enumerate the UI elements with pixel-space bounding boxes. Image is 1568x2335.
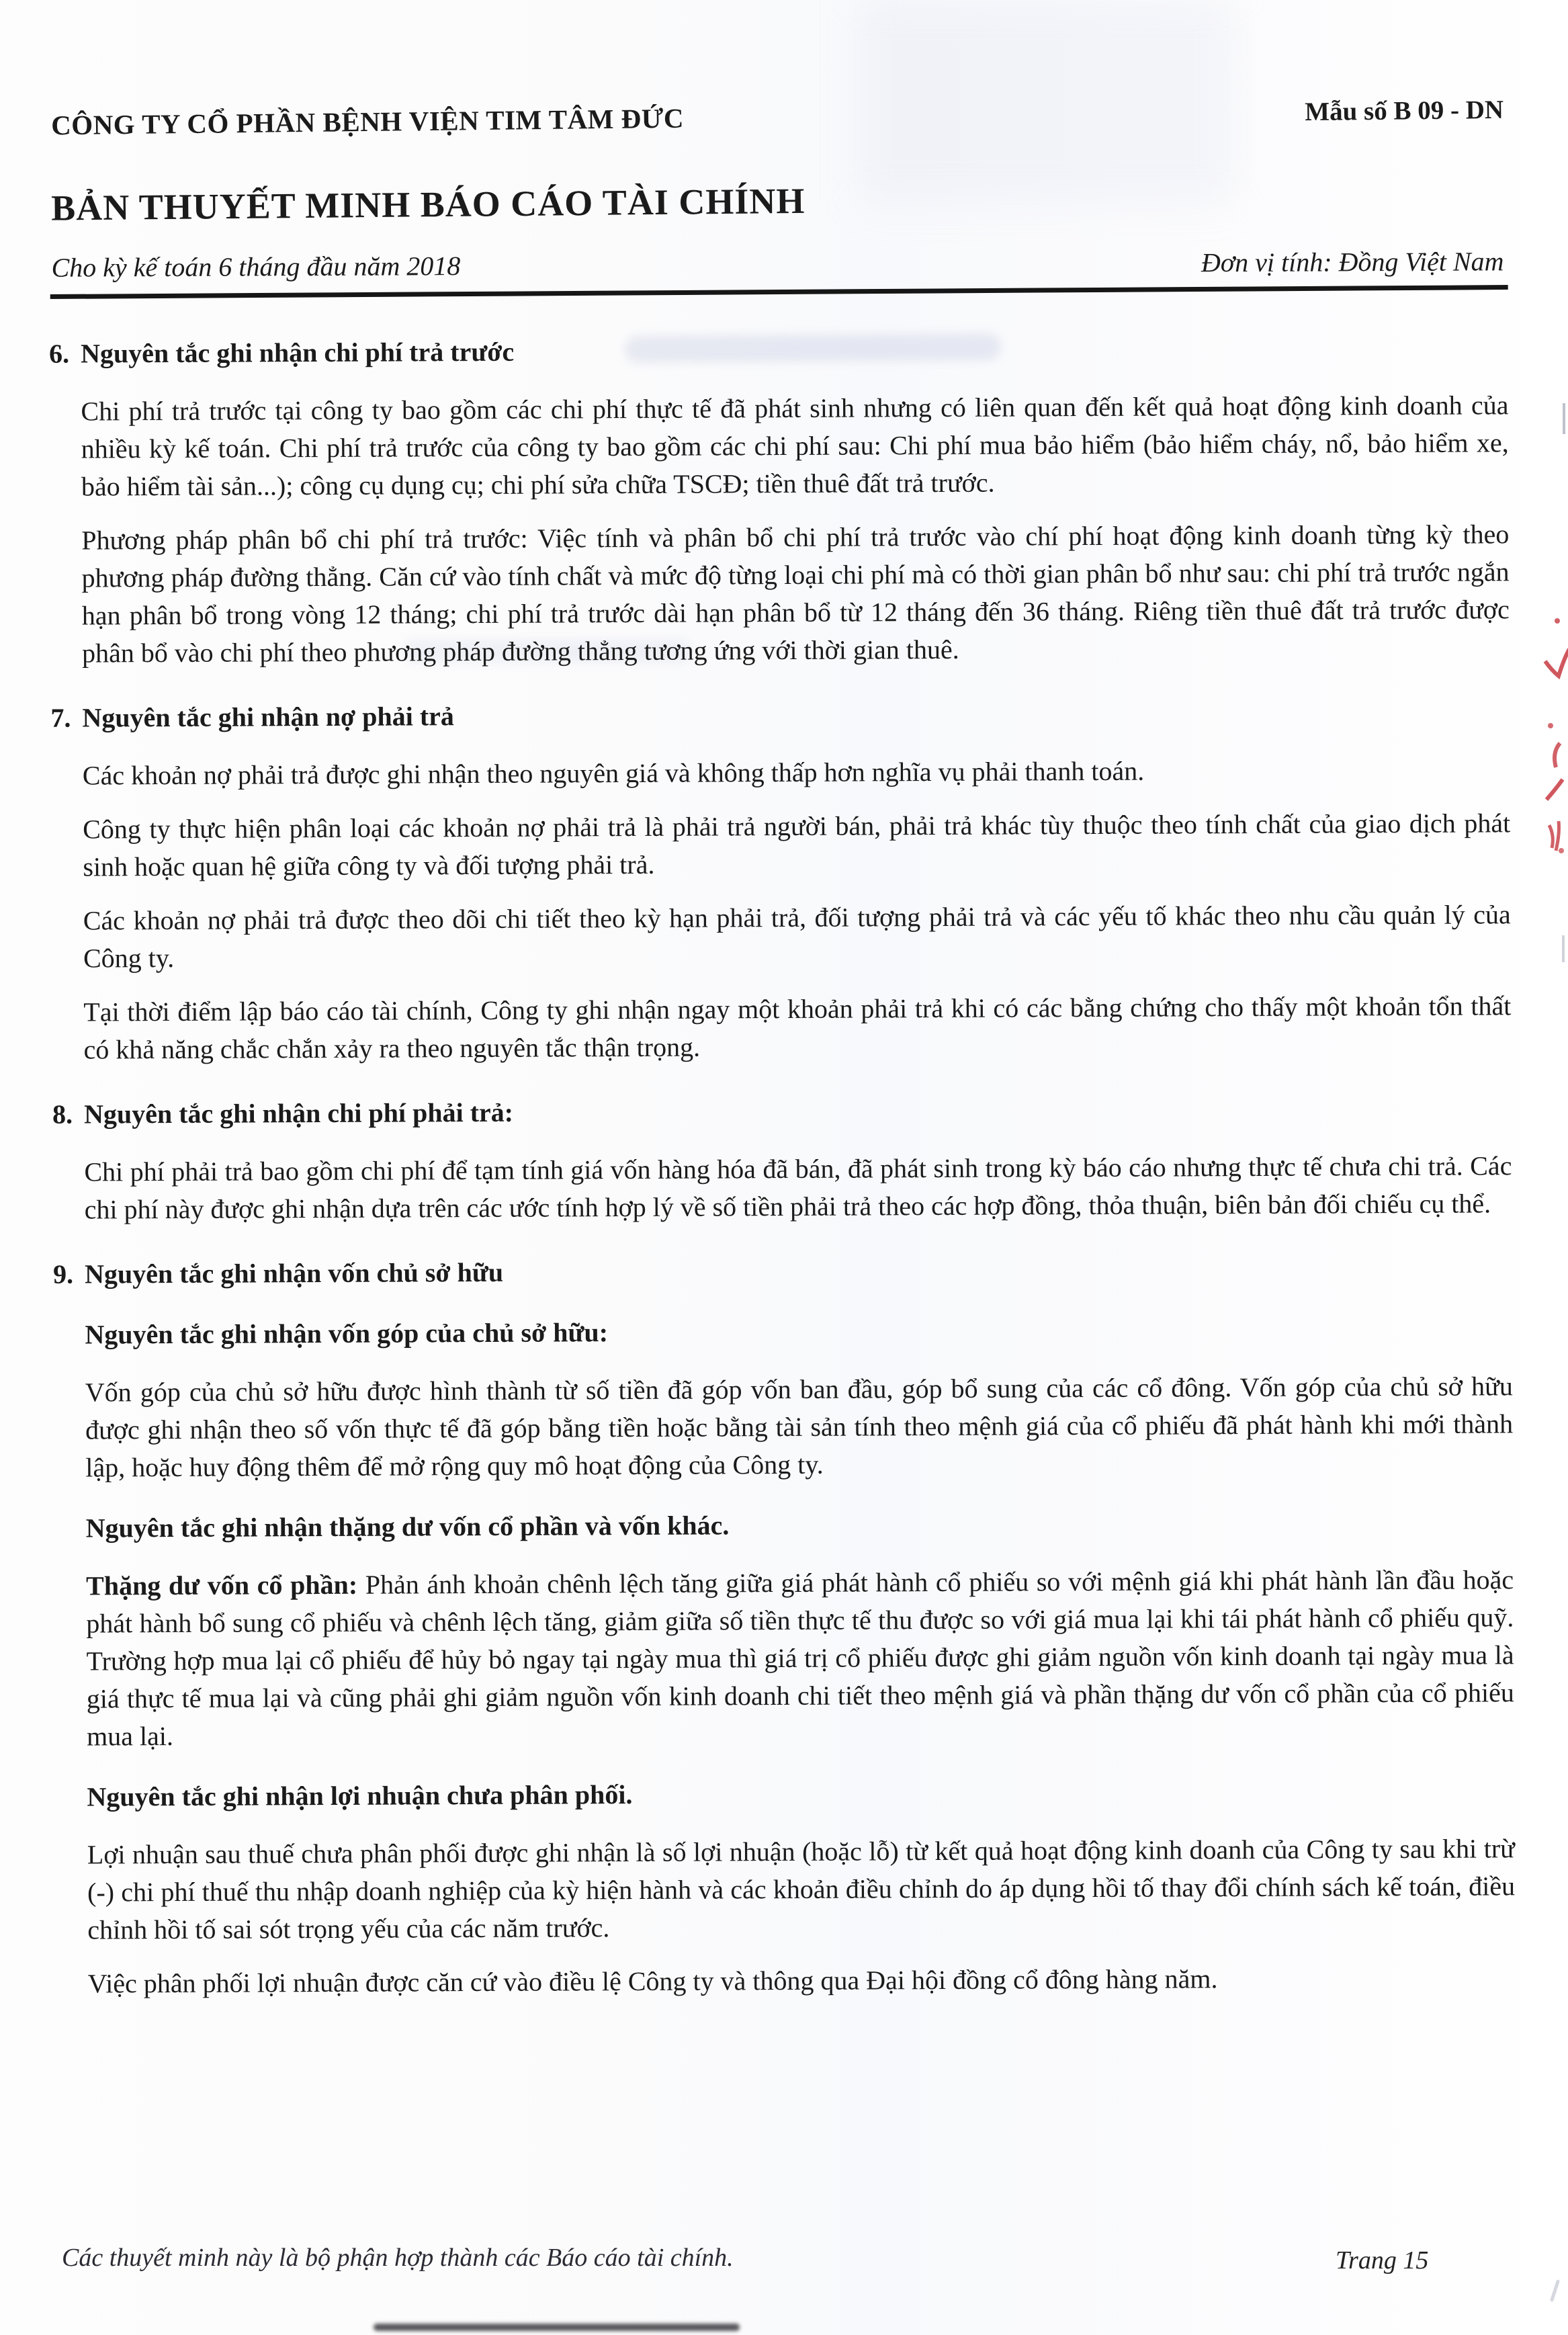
section-heading xyxy=(53,1249,1512,1293)
section-number: 8. xyxy=(52,1099,73,1130)
paragraph: Công ty thực hiện phân loại các khoản nợ phải trả là phải trả người bán, phải trả khác tùy thuộc theo tính chất của giao dịch phát sinh hoặc quan hệ giữa công ty và đối tượng phải trả. xyxy=(83,808,1511,882)
section-heading-text: Nguyên tắc ghi nhận vốn chủ sở hữu xyxy=(84,1257,504,1289)
section-8 xyxy=(52,1089,1512,1228)
paragraph-text: Phản ánh khoản chênh lệch tăng giữa giá phát hành cổ phiếu so với mệnh giá khi phát hành lần đầu hoặc phát hành bổ sung cổ phiếu và chênh lệch tăng, giảm giữa số tiền thực tế thu được so với giá mua lại khi tái phát hành cổ phiếu quỹ. Trường hợp mua lại cổ phiếu để hủy bỏ ngay tại ngày mua thì giá trị cổ phiếu được ghi giảm nguồn vốn kinh doanh tại ngày mua là giá thực tế mua lại và cũng phải ghi giảm nguồn vốn kinh doanh chi tiết theo mệnh giá và phần thặng dư vốn cổ phần của cổ phiếu mua lại. xyxy=(86,1564,1514,1752)
divider-rule xyxy=(50,285,1508,299)
accounting-period-label: Cho kỳ kế toán 6 tháng đầu năm 2018 xyxy=(51,251,461,283)
section-heading-text: Nguyên tắc ghi nhận nợ phải trả xyxy=(82,701,454,733)
footer-note: Các thuyết minh này là bộ phận hợp thành các Báo cáo tài chính. xyxy=(62,2244,734,2272)
subtitle-row xyxy=(51,245,1504,283)
paragraph: Các khoản nợ phải trả được ghi nhận theo nguyên giá và không thấp hơn nghĩa vụ phải thanh toán. xyxy=(82,755,1145,791)
section-heading xyxy=(50,693,1510,736)
document-body xyxy=(49,329,1516,2002)
paragraph xyxy=(86,1561,1514,1755)
subsection-heading: Nguyên tắc ghi nhận thặng dư vốn cổ phần và vốn khác. xyxy=(85,1510,730,1543)
section-heading-text: Nguyên tắc ghi nhận chi phí trả trước xyxy=(80,336,515,369)
currency-unit-label: Đơn vị tính: Đồng Việt Nam xyxy=(1201,246,1504,278)
section-number: 9. xyxy=(52,1259,74,1289)
scan-smudge xyxy=(374,2324,740,2331)
paragraph: Phương pháp phân bổ chi phí trả trước: Việc tính và phân bổ chi phí trả trước vào chí phí hoạt động kinh doanh từng kỳ theo phương pháp đường thẳng. Căn cứ vào tính chất và mức độ từng loại chi phí mà có thời gian phân bổ như sau: chi phí trả trước ngắn hạn phân bổ trong vòng 12 tháng; chi phí trả trước dài hạn phân bổ từ 12 tháng đến 36 tháng. Riêng tiền thuê đất trả trước được phân bổ vào chi phí theo phương pháp đường thẳng tương ứng với thời gian thuê. xyxy=(81,519,1510,669)
section-9 xyxy=(53,1249,1516,2002)
document-header xyxy=(0,0,1565,142)
paragraph: Chi phí trả trước tại công ty bao gồm các chi phí thực tế đã phát sinh nhưng có liên quan đến kết quả hoạt động kinh doanh của nhiều kỳ kế toán. Chi phí trả trước của công ty bao gồm các chi phí sau: Chi phí mua bảo hiểm (bảo hiểm cháy, nổ, bảo hiểm xe, bảo hiểm tài sản...); công cụ dụng cụ; chi phí sửa chữa TSCĐ; tiền thuê đất trả trước. xyxy=(81,390,1509,502)
section-heading-text: Nguyên tắc ghi nhận chi phí phải trả: xyxy=(83,1097,514,1130)
lead-term: Thặng dư vốn cổ phần: xyxy=(85,1569,358,1601)
section-6 xyxy=(49,329,1510,672)
paragraph: Vốn góp của chủ sở hữu được hình thành từ số tiền đã góp vốn ban đầu, góp bổ sung của các cổ đông. Vốn góp của chủ sở hữu được ghi nhận theo số vốn thực tế đã góp bằng tiền hoặc bằng tài sản tính theo mệnh giá của cổ phiếu đã phát hành khi mới thành lập, hoặc huy động thêm để mở rộng quy mô hoạt động của Công ty. xyxy=(85,1371,1514,1483)
section-number: 6. xyxy=(48,338,70,369)
paragraph: Việc phân phối lợi nhuận được căn cứ vào điều lệ Công ty và thông qua Đại hội đồng cổ đông hàng năm. xyxy=(87,1963,1218,1999)
section-content xyxy=(84,1147,1512,1228)
paragraph: Tại thời điểm lập báo cáo tài chính, Công ty ghi nhận ngay một khoản phải trả khi có các bằng chứng cho thấy một khoản tổn thất có khả năng chắc chắn xảy ra theo nguyên tắc thận trọng. xyxy=(83,990,1512,1065)
page-number: Trang 15 xyxy=(1336,2246,1429,2275)
subsection-heading: Nguyên tắc ghi nhận vốn góp của chủ sở hữu: xyxy=(85,1317,609,1350)
section-content xyxy=(81,386,1510,672)
paragraph: Các khoản nợ phải trả được theo dõi chi tiết theo kỳ hạn phải trả, đối tượng phải trả và các yếu tố khác theo nhu cầu quản lý của Công ty. xyxy=(83,899,1511,974)
subsection-heading: Nguyên tắc ghi nhận lợi nhuận chưa phân phối. xyxy=(87,1779,633,1812)
form-number: Mẫu số B 09 - DN xyxy=(1305,95,1504,127)
section-number: 7. xyxy=(50,702,71,733)
paragraph: Lợi nhuận sau thuế chưa phân phối được ghi nhận là số lợi nhuận (hoặc lỗ) từ kết quả hoạt động kinh doanh của Công ty sau khi trừ (-) chi phí thuế thu nhập doanh nghiệp của kỳ hiện hành và các khoản điều chỉnh do áp dụng hồi tố thay đổi chính sách kế toán, điều chỉnh hồi tố sai sót trọng yếu của các năm trước. xyxy=(87,1833,1516,1945)
section-7 xyxy=(50,693,1511,1068)
paragraph: Chi phí phải trả bao gồm chi phí để tạm tính giá vốn hàng hóa đã bán, đã phát sinh trong kỳ báo cáo nhưng thực tế chưa chi trả. Các chi phí này được ghi nhận dựa trên các ước tính hợp lý về số tiền phải trả theo các hợp đồng, thỏa thuận, biên bản đối chiếu cụ thể. xyxy=(84,1150,1512,1225)
section-content xyxy=(83,751,1512,1068)
section-heading xyxy=(49,329,1508,372)
section-content xyxy=(85,1310,1515,2002)
scan-edge-mark xyxy=(1550,2279,1560,2302)
section-heading xyxy=(52,1089,1512,1133)
company-name: CÔNG TY CỔ PHẦN BỆNH VIỆN TIM TÂM ĐỨC xyxy=(50,102,685,141)
document-title: BẢN THUYẾT MINH BÁO CÁO TÀI CHÍNH xyxy=(50,180,805,228)
